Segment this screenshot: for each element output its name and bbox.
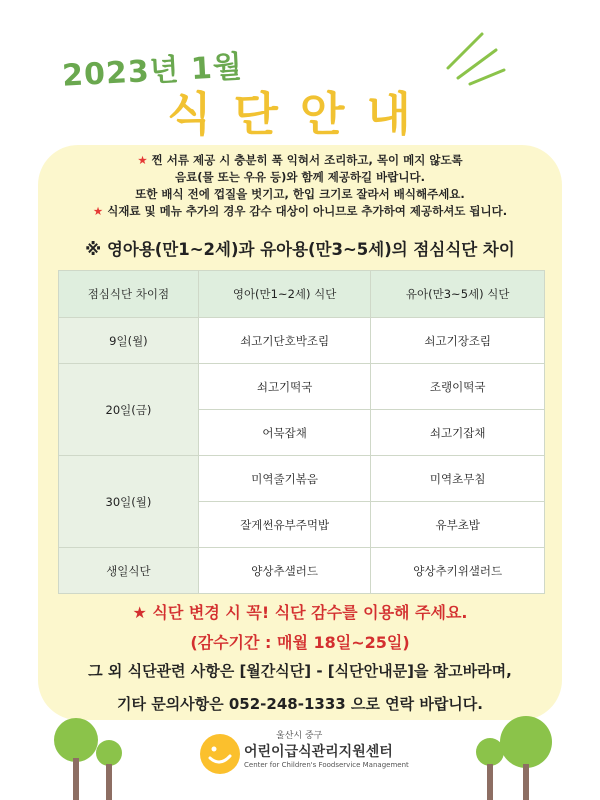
header-infant: 영아(만1~2세) 식단 — [198, 271, 371, 318]
header-toddler: 유아(만3~5세) 식단 — [371, 271, 545, 318]
day-cell: 20일(금) — [59, 364, 199, 456]
toddler-menu-cell: 쇠고기잡채 — [371, 410, 545, 456]
table-row — [59, 364, 545, 410]
table-row — [59, 456, 545, 502]
tree-icon — [52, 718, 102, 800]
logo-region: 울산시 중구 — [276, 731, 323, 741]
center-logo — [200, 728, 430, 788]
section-heading: ※ 영아용(만1~2세)과 유아용(만3~5세)의 점심식단 차이 — [85, 240, 515, 259]
logo-english: Center for Children's Foodservice Management — [244, 761, 409, 769]
smile-logo-icon — [200, 734, 240, 774]
infant-menu-cell: 어묵잡채 — [198, 410, 371, 456]
infant-menu-cell: 미역줄기볶음 — [198, 456, 371, 502]
toddler-menu-cell: 쇠고기장조림 — [371, 318, 545, 364]
toddler-menu-cell: 미역초무침 — [371, 456, 545, 502]
table-row — [59, 548, 545, 594]
toddler-menu-cell: 유부초밥 — [371, 502, 545, 548]
infant-menu-cell: 쇠고기떡국 — [198, 364, 371, 410]
contact-text: 기타 문의사항은 052-248-1333 으로 연락 바랍니다. — [117, 695, 483, 713]
infant-menu-cell: 잘게썬유부주먹밥 — [198, 502, 371, 548]
page-title: 식단안내 — [167, 87, 433, 141]
notice-line-1: 찐 서류 제공 시 충분히 푹 익혀서 조리하고, 목이 메지 않도록 — [151, 153, 463, 167]
logo-name: 어린이급식관리지원센터 — [244, 744, 393, 760]
infant-menu-cell: 쇠고기단호박조림 — [198, 318, 371, 364]
toddler-menu-cell: 양상추키위샐러드 — [371, 548, 545, 594]
table-header-row — [59, 271, 545, 318]
year-month: 2023년 1월 — [61, 49, 244, 94]
infant-menu-cell: 양상추샐러드 — [198, 548, 371, 594]
day-cell: 생일식단 — [59, 548, 199, 594]
notice-line-4: 식재료 및 메뉴 추가의 경우 감수 대상이 아니므로 추가하여 제공하셔도 됩니다. — [107, 204, 508, 218]
header-difference: 점심식단 차이점 — [59, 271, 199, 318]
warning-text: ★ 식단 변경 시 꼭! 식단 감수를 이용해 주세요. — [132, 603, 468, 622]
notice-line-2: 음료(물 또는 우유 등)와 함께 제공하길 바랍니다. — [175, 170, 425, 184]
table-row — [59, 318, 545, 364]
notice-line-3: 또한 배식 전에 껍질을 벗기고, 한입 크기로 잘라서 배식해주세요. — [135, 187, 465, 201]
star-icon: ★ — [137, 153, 148, 167]
menu-table — [58, 270, 545, 594]
reference-text: 그 외 식단관련 사항은 [월간식단] - [식단안내문]을 참고바라며, — [88, 662, 512, 680]
tree-icon — [96, 740, 126, 800]
review-period: (감수기간 : 매월 18일~25일) — [190, 633, 410, 652]
notice-block — [40, 152, 560, 220]
star-icon: ★ — [92, 204, 104, 218]
toddler-menu-cell: 조랭이떡국 — [371, 364, 545, 410]
day-cell: 30일(월) — [59, 456, 199, 548]
tree-icon — [500, 716, 556, 800]
day-cell: 9일(월) — [59, 318, 199, 364]
